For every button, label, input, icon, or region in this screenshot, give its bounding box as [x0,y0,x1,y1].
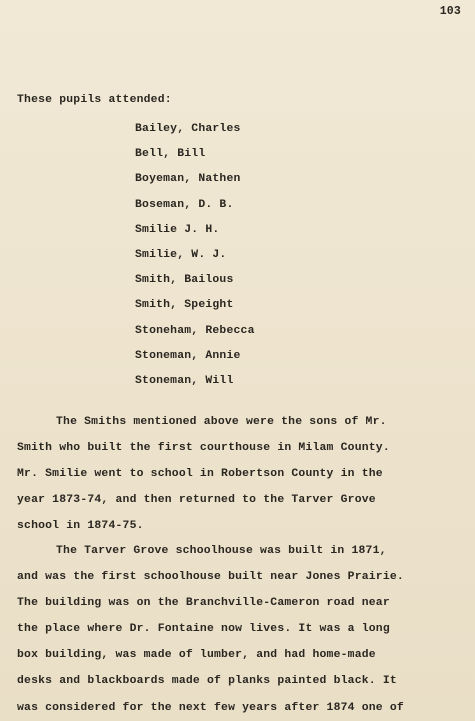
paragraph-schoolhouse [17,541,467,721]
pupil-name: Smilie J. H. [135,223,220,236]
pupil-name: Boyeman, Nathen [135,173,241,186]
pupil-name: Smith, Speight [135,299,234,312]
paragraph-line: school in 1874-75. [17,520,144,533]
paragraph-line: The Smiths mentioned above were the sons of Mr. [56,416,387,428]
paragraph-smiths [17,412,467,542]
paragraph-line: Smith who built the first courthouse in Milam County. [17,442,390,455]
pupil-list [135,119,255,396]
paragraph-line: and was the first schoolhouse built near Jones Prairie. [17,571,404,584]
pupils-heading: These pupils attended: [17,94,172,106]
paragraph-line: box building, was made of lumber, and had home-made [17,649,376,662]
pupil-name: Stoneman, Will [135,374,234,387]
paragraph-line: desks and blackboards made of planks painted black. It [17,675,397,688]
paragraph-line: The building was on the Branchville-Cameron road near [17,597,390,610]
pupil-name: Bell, Bill [135,148,206,161]
paragraph-line: the place where Dr. Fontaine now lives. It was a long [17,623,390,636]
pupil-name: Boseman, D. B. [135,198,234,211]
pupil-name: Bailey, Charles [135,123,241,135]
pupil-name: Smith, Bailous [135,274,234,287]
paragraph-line: The Tarver Grove schoolhouse was built in 1871, [56,545,387,557]
page-number: 103 [439,5,461,18]
pupil-name: Smilie, W. J. [135,248,227,261]
paragraph-line: year 1873-74, and then returned to the Tarver Grove [17,494,376,507]
pupil-name: Stoneham, Rebecca [135,324,255,337]
pupil-name: Stoneman, Annie [135,349,241,362]
paragraph-line: was considered for the next few years after 1874 one of [17,701,404,714]
paragraph-line: Mr. Smilie went to school in Robertson County in the [17,468,383,481]
